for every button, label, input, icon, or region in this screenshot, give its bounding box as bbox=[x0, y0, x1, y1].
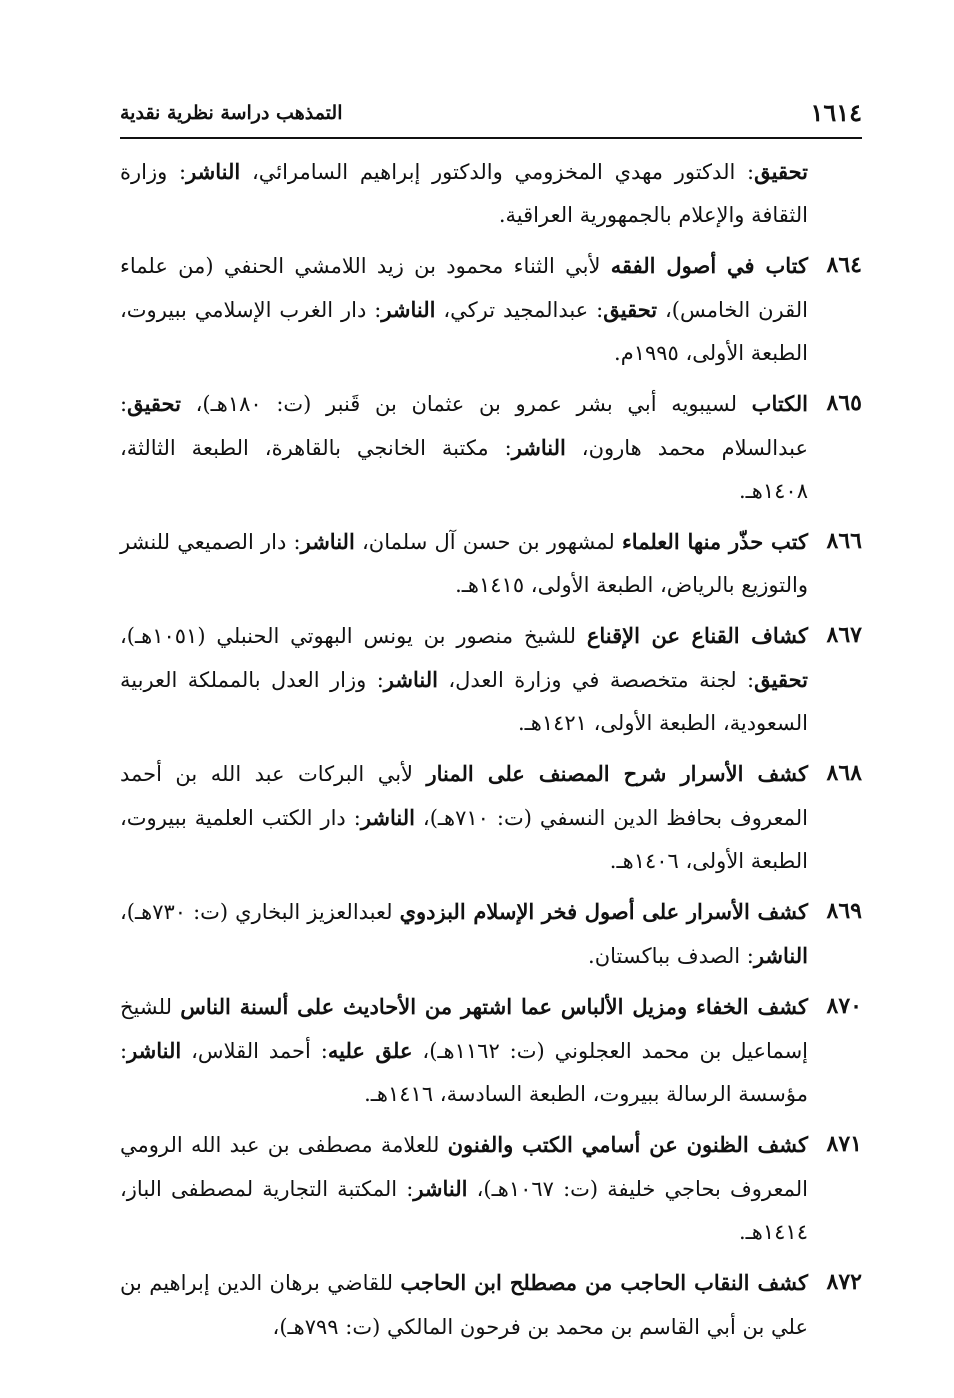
entry-number: ٨٦٧ bbox=[826, 622, 862, 648]
entry-label-2: الناشر bbox=[127, 1038, 182, 1063]
entry-part-1: لأبي الثناء محمود بن زيد اللامشي الحنفي (من علماء القرن الخامس)، bbox=[120, 254, 808, 322]
entry-text bbox=[120, 382, 808, 513]
entry-part-3: : المكتبة التجارية لمصطفى الباز، ١٤١٤هـ. bbox=[120, 1177, 808, 1244]
entry-part-2: : عبدالسلام محمد هارون، bbox=[120, 392, 808, 460]
label-tahqiq: تحقيق bbox=[754, 159, 808, 184]
entry-871 bbox=[120, 1123, 862, 1254]
bibliography-list bbox=[120, 150, 862, 1356]
entry-text bbox=[120, 520, 808, 607]
entry-text bbox=[120, 244, 808, 375]
entry-869 bbox=[120, 890, 862, 978]
entry-label-2: الناشر bbox=[753, 943, 808, 968]
entry-number: ٨٦٩ bbox=[826, 898, 862, 924]
continued-entry bbox=[120, 150, 862, 237]
entry-part-1: للشيخ إسماعيل بن محمد العجلوني (ت: ١١٦٢هـ)، bbox=[120, 995, 808, 1063]
entry-870 bbox=[120, 985, 862, 1116]
entry-part-2: : لجنة متخصصة في وزارة العدل، bbox=[437, 668, 755, 692]
entry-number: ٨٧٢ bbox=[826, 1269, 862, 1295]
entry-part-1: للقاضي برهان الدين إبراهيم بن علي بن أبي القاسم بن محمد بن فرحون المالكي (ت: ٧٩٩هـ)، bbox=[120, 1271, 808, 1339]
entry-part-3: : مؤسسة الرسالة ببيروت، الطبعة السادسة، ١٤١٦هـ. bbox=[120, 1039, 808, 1106]
entry-part-1: للشيخ منصور بن يونس البهوتي الحنبلي (١٠٥١هـ)، bbox=[120, 624, 587, 648]
entry-title: الكتاب bbox=[751, 391, 809, 416]
entry-label-1: تحقيق bbox=[603, 297, 658, 322]
entry-number: ٨٦٦ bbox=[826, 528, 862, 554]
label-publisher: الناشر bbox=[186, 159, 241, 184]
entry-text bbox=[120, 1261, 808, 1349]
entry-part-1: لسيبويه أبي بشر عمرو بن عثمان بن قَنبر (ت: ١٨٠هـ)، bbox=[180, 392, 752, 416]
running-title: التمذهب دراسة نظرية نقدية bbox=[120, 102, 343, 124]
entry-title: كشف النقاب الحاجب من مصطلح ابن الحاجب bbox=[400, 1270, 808, 1295]
entry-part-1: لعبدالعزيز البخاري (ت: ٧٣٠هـ)، bbox=[120, 900, 400, 924]
continued-text-2: : وزارة الثقافة والإعلام بالجمهورية العراقية. bbox=[120, 160, 808, 227]
entry-number: ٨٦٥ bbox=[826, 390, 862, 416]
entry-part-2: : أحمد القلاس، bbox=[181, 1039, 328, 1063]
entry-label-2: الناشر bbox=[300, 529, 355, 554]
entry-part-3: : الصدف بباكستان. bbox=[588, 944, 754, 968]
entry-866 bbox=[120, 520, 862, 607]
entry-864 bbox=[120, 244, 862, 375]
entry-label-2: الناشر bbox=[413, 1176, 468, 1201]
entry-part-1: لأبي البركات عبد الله بن أحمد المعروف بحافظ الدين النسفي (ت: ٧١٠هـ)، bbox=[120, 762, 808, 830]
entry-part-3: : دار الغرب الإسلامي ببيروت، الطبعة الأولى، ١٩٩٥م. bbox=[120, 298, 808, 365]
header-rule bbox=[120, 137, 862, 139]
entry-title: كشف الأسرار على أصول فخر الإسلام البزدوي bbox=[399, 899, 808, 924]
continued-text-1: : الدكتور مهدي المخزومي والدكتور إبراهيم السامرائي، bbox=[240, 160, 755, 184]
entry-number: ٨٧١ bbox=[826, 1131, 862, 1157]
entry-label-1: تحقيق bbox=[127, 391, 181, 416]
entry-title: كشاف القناع عن الإقناع bbox=[586, 623, 808, 648]
entry-868 bbox=[120, 752, 862, 883]
entry-label-1: تحقيق bbox=[754, 667, 808, 692]
entry-part-1: للعلامة مصطفى بن عبد الله الرومي المعروف بحاجي خليفة (ت: ١٠٦٧هـ)، bbox=[120, 1133, 808, 1201]
entry-text bbox=[120, 890, 808, 978]
page-number: ١٦١٤ bbox=[810, 98, 862, 127]
entry-title: كتب حذّر منها العلماء bbox=[621, 529, 808, 554]
entry-number: ٨٦٤ bbox=[826, 252, 862, 278]
entry-part-3: : مكتبة الخانجي بالقاهرة، الطبعة الثالثة، ١٤٠٨هـ. bbox=[120, 436, 808, 503]
entry-label-2: الناشر bbox=[383, 667, 438, 692]
entry-part-2: : عبدالمجيد تركي، bbox=[435, 298, 604, 322]
entry-867 bbox=[120, 614, 862, 745]
entry-number: ٨٦٨ bbox=[826, 760, 862, 786]
entry-text bbox=[120, 1123, 808, 1254]
entry-text bbox=[120, 752, 808, 883]
entry-label-2: الناشر bbox=[360, 805, 415, 830]
entry-label-1: علق عليه bbox=[327, 1038, 413, 1063]
entry-label-2: الناشر bbox=[381, 297, 436, 322]
entry-title: كشف الأسرار شرح المصنف على المنار bbox=[426, 761, 808, 786]
entry-part-3: : دار الصميعي للنشر والتوزيع بالرياض، الطبعة الأولى، ١٤١٥هـ. bbox=[120, 530, 808, 597]
entry-title: كشف الخفاء ومزيل الألباس عما اشتهر من الأحاديث على ألسنة الناس bbox=[180, 994, 808, 1019]
entry-872 bbox=[120, 1261, 862, 1349]
entry-865 bbox=[120, 382, 862, 513]
entry-part-3: : وزار العدل بالمملكة العربية السعودية، الطبعة الأولى، ١٤٢١هـ. bbox=[120, 668, 808, 735]
page-header bbox=[120, 96, 862, 132]
entry-title: كشف الظنون عن أسامي الكتب والفنون bbox=[447, 1132, 808, 1157]
entry-part-3: : دار الكتب العلمية ببيروت، الطبعة الأولى، ١٤٠٦هـ. bbox=[120, 806, 808, 873]
entry-text bbox=[120, 614, 808, 745]
entry-part-1: لمشهور بن حسن آل سلمان، bbox=[354, 530, 622, 554]
entry-title: كتاب في أصول الفقه bbox=[610, 253, 808, 278]
entry-text bbox=[120, 985, 808, 1116]
entry-number: ٨٧٠ bbox=[826, 993, 862, 1019]
entry-label-2: الناشر bbox=[511, 435, 566, 460]
